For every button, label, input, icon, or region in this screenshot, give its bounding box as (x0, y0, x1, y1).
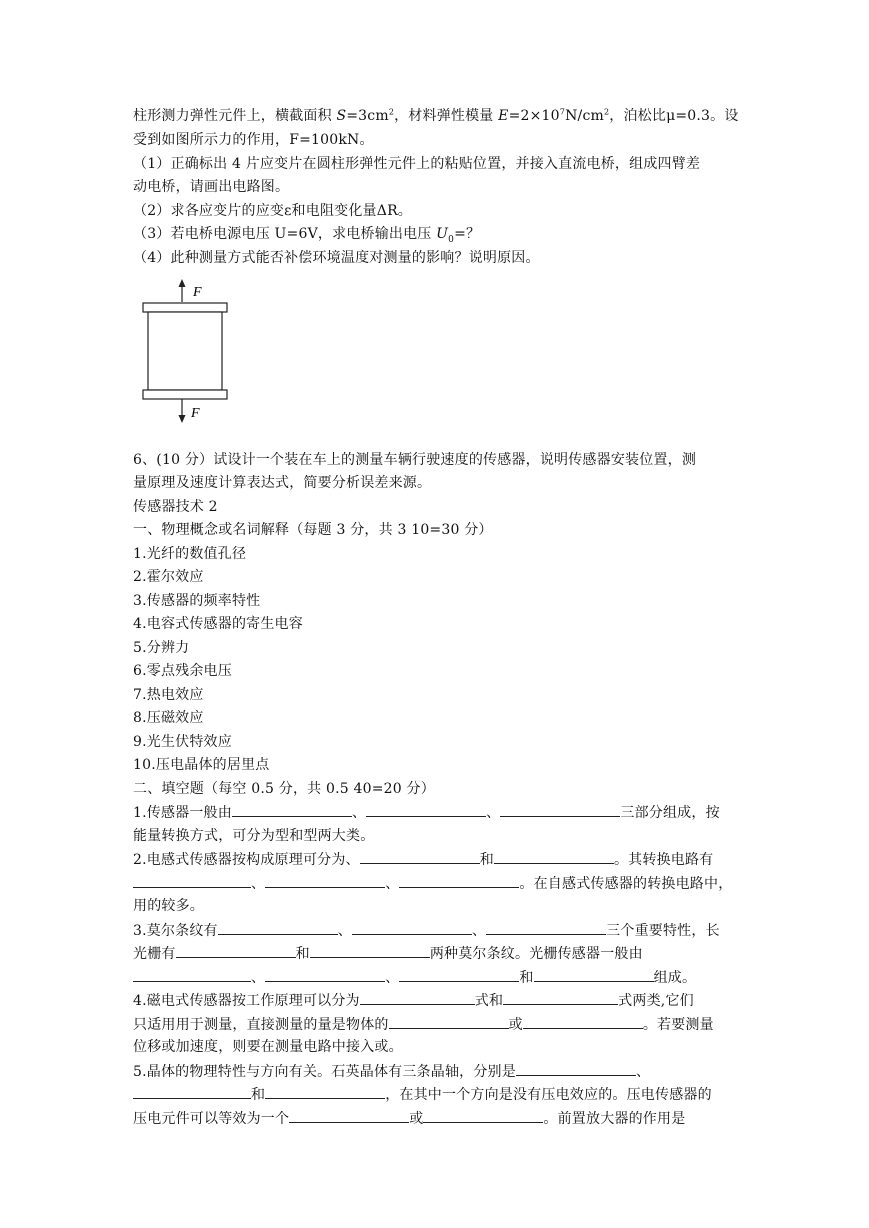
blank-field[interactable] (352, 921, 472, 935)
text: 、 (251, 876, 266, 892)
problem-text-line-2: 受到如图所示力的作用，F=100kN。 (133, 132, 374, 148)
text: 、 (385, 876, 400, 892)
term-item: 10.压电晶体的居里点 (133, 757, 270, 773)
fill-4-line-1 (133, 991, 743, 1010)
term-item: 2.霍尔效应 (133, 569, 204, 585)
term-item: 1.光纤的数值孔径 (133, 546, 247, 562)
term-item: 3.传感器的频率特性 (133, 593, 261, 609)
text: 、 (337, 923, 352, 939)
question-6-cont: 量原理及速度计算表达式，简要分析误差来源。 (133, 475, 432, 491)
text: =？ (454, 226, 481, 242)
blank-field[interactable] (523, 1015, 643, 1029)
text: ，材料弹性模量 (394, 108, 499, 124)
symbol-u: U (436, 226, 449, 242)
fill-1-line-1 (133, 803, 743, 822)
text: 式两类,它们 (618, 993, 694, 1009)
text: 、 (471, 923, 487, 939)
blank-field[interactable] (360, 991, 475, 1005)
text: 或 (409, 1111, 424, 1127)
blank-field[interactable] (176, 944, 296, 958)
blank-field[interactable] (500, 803, 620, 817)
fill-4-line-2 (133, 1015, 743, 1034)
cylinder-force-diagram (140, 276, 240, 426)
text: 、 (251, 970, 266, 986)
text: N/cm (565, 108, 604, 124)
text: ，在其中一个方向是没有压电效应的。压电传感器的 (385, 1087, 712, 1103)
text: 光栅有 (133, 946, 176, 962)
top-plate (143, 303, 227, 312)
blank-field[interactable] (289, 1109, 409, 1123)
top-arrow-head (179, 279, 186, 287)
blank-field[interactable] (494, 850, 614, 864)
text: 和 (519, 970, 534, 986)
text: 、 (635, 1064, 651, 1080)
question-3 (133, 225, 743, 243)
text: 三个重要特性，长 (606, 923, 720, 939)
text: 3.莫尔条纹有 (133, 923, 218, 939)
blank-field[interactable] (389, 1015, 509, 1029)
fill-3-line-1 (133, 921, 743, 940)
blank-field[interactable] (133, 968, 251, 982)
blank-field[interactable] (486, 921, 606, 935)
section-title: 传感器技术 2 (133, 499, 218, 515)
text: 、 (486, 805, 501, 821)
text: 柱形测力弹性元件上，横截面积 (133, 108, 337, 124)
question-6: 6、(10 分）试设计一个装在车上的测量车辆行驶速度的传感器，说明传感器安装位置，测 (133, 452, 697, 468)
fill-5-line-2 (133, 1085, 743, 1104)
blank-field[interactable] (218, 921, 338, 935)
text: 。若要测量 (642, 1017, 714, 1033)
text: 2.电感式传感器按构成原理可分为、 (133, 852, 360, 868)
text: 压电元件可以等效为一个 (133, 1111, 290, 1127)
blank-field[interactable] (133, 874, 251, 888)
blank-field[interactable] (534, 968, 654, 982)
text: 。在自感式传感器的转换电路中， (519, 876, 733, 892)
blank-field[interactable] (503, 991, 618, 1005)
text: 。前置放大器的作用是 (543, 1111, 686, 1127)
text: 或 (508, 1017, 523, 1033)
blank-field[interactable] (232, 803, 352, 817)
text: 两种莫尔条纹。光栅传感器一般由 (429, 946, 643, 962)
fill-2-line-1 (133, 850, 743, 869)
section-1-heading: 一、物理概念或名词解释（每题 3 分，共 3 10=30 分） (133, 522, 493, 538)
text: 、 (385, 970, 400, 986)
blank-field[interactable] (366, 803, 486, 817)
bottom-force-label: F (191, 406, 200, 421)
blank-field[interactable] (265, 968, 385, 982)
fill-2-line-2 (133, 874, 743, 893)
bottom-plate (143, 390, 227, 399)
bottom-arrow-head (179, 415, 186, 423)
blank-field[interactable] (310, 944, 430, 958)
term-item: 7.热电效应 (133, 687, 204, 703)
text: 三部分组成，按 (620, 805, 720, 821)
text: 、 (351, 805, 367, 821)
blank-field[interactable] (360, 850, 480, 864)
fill-3-line-2 (133, 944, 743, 963)
fill-3-line-3 (133, 968, 743, 987)
blank-field[interactable] (399, 968, 519, 982)
text: =3cm (346, 108, 389, 124)
text: 组成。 (653, 970, 697, 986)
fill-5-line-1 (133, 1062, 743, 1081)
term-item: 8.压磁效应 (133, 710, 204, 726)
term-item: 5.分辨力 (133, 640, 190, 656)
subscript: 0 (448, 234, 455, 243)
fill-1-line-2: 能量转换方式，可分为型和型两大类。 (133, 828, 375, 844)
question-1-cont: 动电桥，请画出电路图。 (133, 179, 290, 195)
top-force-label: F (193, 285, 202, 300)
fill-2-line-3: 用的较多。 (133, 898, 204, 914)
text: 式和 (474, 993, 504, 1009)
text: 1.传感器一般由 (133, 805, 232, 821)
blank-field[interactable] (265, 874, 385, 888)
text: （3）若电桥电源电压 U=6V，求电桥输出电压 (133, 226, 437, 242)
fill-4-line-3: 位移或加速度，则要在测量电路中接入或。 (133, 1039, 403, 1055)
symbol-e: E (498, 108, 509, 124)
text: 和 (251, 1087, 266, 1103)
text: 和 (479, 852, 494, 868)
term-item: 4.电容式传感器的寄生电容 (133, 616, 303, 632)
question-4: （4）此种测量方式能否补偿环境温度对测量的影响？说明原因。 (133, 250, 540, 266)
text: 4.磁电式传感器按工作原理可以分为 (133, 993, 360, 1009)
fill-5-line-3 (133, 1109, 743, 1128)
diagram-svg (140, 276, 240, 426)
term-item: 6.零点残余电压 (133, 663, 232, 679)
blank-field[interactable] (516, 1062, 636, 1076)
blank-field[interactable] (399, 874, 519, 888)
blank-field[interactable] (133, 1085, 251, 1099)
blank-field[interactable] (265, 1085, 385, 1099)
text: 只适用用于测量，直接测量的量是物体的 (133, 1017, 389, 1033)
section-2-heading: 二、填空题（每空 0.5 分，共 0.5 40=20 分） (133, 781, 435, 797)
superscript: 2 (388, 107, 395, 117)
question-2: （2）求各应变片的应变ε和电阻变化量ΔR。 (133, 203, 413, 219)
text: 5.晶体的物理特性与方向有关。石英晶体有三条晶轴，分别是 (133, 1064, 516, 1080)
question-1: （1）正确标出 4 片应变片在圆柱形弹性元件上的粘贴位置，并接入直流电桥，组成四臂差 (133, 156, 701, 172)
text: =2×10 (508, 108, 560, 124)
superscript: 7 (559, 107, 566, 117)
blank-field[interactable] (423, 1109, 543, 1123)
problem-text-line-1 (133, 107, 743, 125)
text: ，泊松比μ=0.3。设 (609, 108, 739, 124)
text: 和 (295, 946, 310, 962)
text: 。其转换电路有 (613, 852, 714, 868)
term-item: 9.光生伏特效应 (133, 734, 232, 750)
symbol-s: S (336, 108, 347, 124)
superscript: 2 (603, 107, 610, 117)
cylinder-body (148, 312, 222, 390)
